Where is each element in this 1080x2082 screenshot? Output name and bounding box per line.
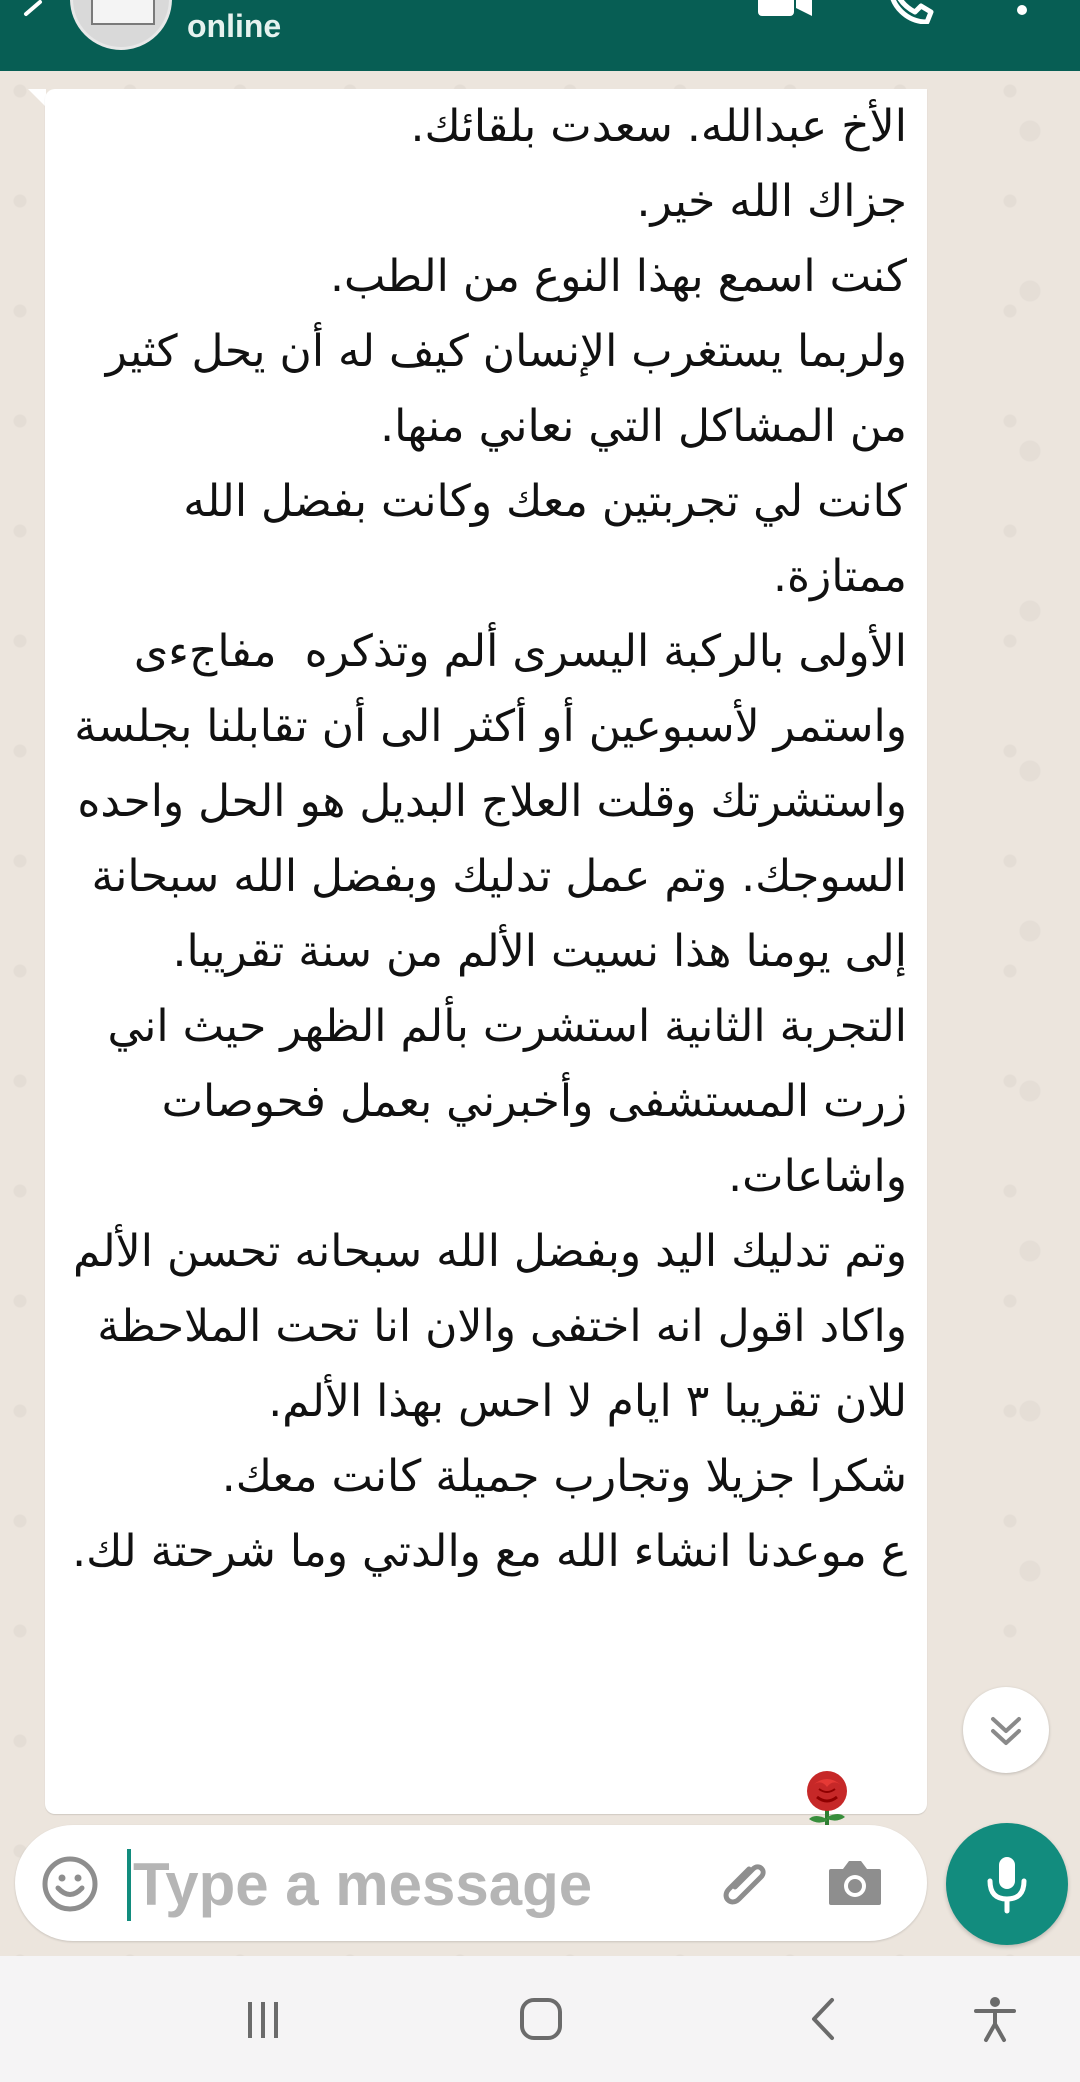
chevron-double-down-icon	[963, 1687, 1049, 1773]
incoming-message-bubble[interactable]	[45, 89, 927, 1814]
back-icon[interactable]	[800, 1994, 850, 2044]
home-icon[interactable]	[516, 1994, 566, 2044]
phone-call-icon[interactable]	[885, 0, 935, 24]
emoji-icon[interactable]	[41, 1855, 99, 1913]
rose-emoji-icon	[797, 1769, 857, 1829]
video-call-icon[interactable]	[756, 0, 816, 22]
paperclip-icon[interactable]	[715, 1853, 775, 1913]
text-caret	[127, 1849, 131, 1921]
message-text: الأخ عبدالله. سعدت بلقائك. جزاك الله خير. كنت اسمع بهذا النوع من الطب. ولربما يستغرب الإنسان كيف له أن يحل كثير من المشاكل التي نعاني منها. كانت لي تجربتين معك وكانت بفضل الله ممتازة. الأولى بالركبة اليسرى ألم وتذكره مفاجءى واستمر لأسبوعين أو أكثر الى أن تقابلنا بجلسة واستشرتك وقلت العلاج البديل هو الحل واحده السوجك. وتم عمل تدليك وبفضل الله سبحانة إلى يومنا هذا نسيت الألم من سنة تقريبا. التجربة الثانية استشرت بألم الظهر حيث اني زرت المستشفى وأخبرني بعمل فحوصات واشاعات. وتم تدليك اليد وبفضل الله سبحانه تحسن الألم واكاد اقول انه اختفى والان انا تحت الملاحظة للان تقريبا ٣ ايام لا احس بهذا الألم. شكرا جزيلا وتجارب جميلة كانت معك. ع موعدنا انشاء الله مع والدتي وما شرحتة لك.	[72, 101, 907, 1577]
accessibility-icon[interactable]	[970, 1994, 1020, 2044]
voice-record-button[interactable]	[946, 1823, 1068, 1945]
chat-header	[0, 0, 1080, 71]
back-arrow-icon[interactable]	[14, 0, 54, 30]
message-composer[interactable]	[15, 1825, 927, 1941]
more-vert-icon[interactable]	[1010, 0, 1034, 22]
chat-area[interactable]	[0, 71, 1080, 1956]
recent-apps-icon[interactable]	[238, 1994, 288, 2044]
contact-avatar[interactable]	[70, 0, 172, 50]
system-navigation-bar	[0, 1956, 1080, 2082]
scroll-to-bottom-button[interactable]	[963, 1687, 1049, 1773]
message-input[interactable]: Type a message	[133, 1851, 593, 1918]
contact-status: online	[187, 8, 282, 44]
camera-icon[interactable]	[825, 1855, 885, 1911]
microphone-icon	[946, 1823, 1068, 1945]
bubble-tail	[28, 89, 46, 107]
